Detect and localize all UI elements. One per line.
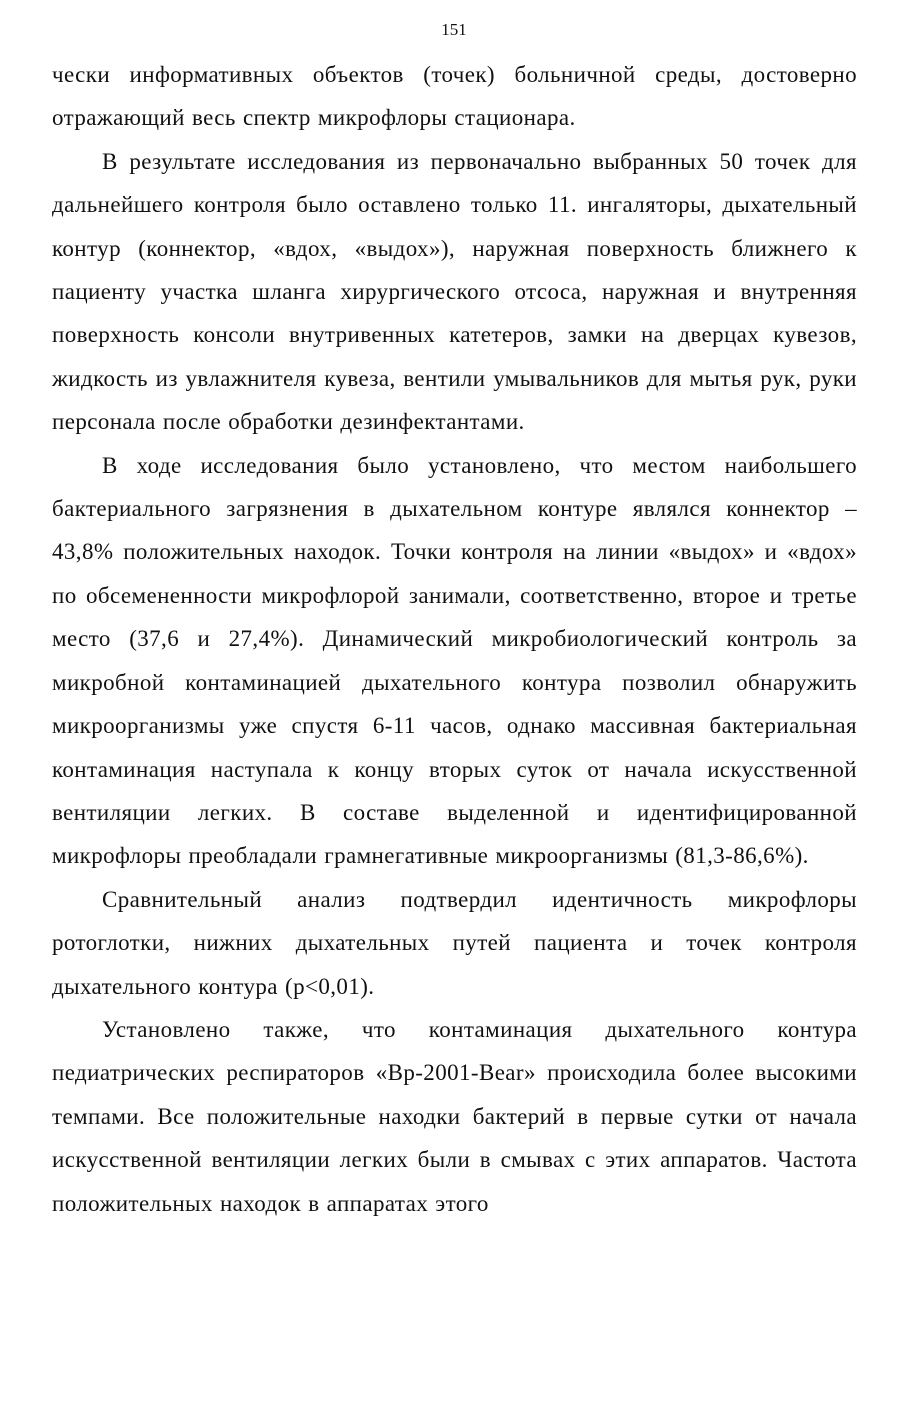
paragraph-comparative-analysis: Сравнительный анализ подтвердил идентичность микрофлоры ротоглотки, нижних дыхательных путей пациента и точек контроля дыхательного контура (p<0,01).: [52, 886, 857, 999]
body-text: [52, 53, 857, 1225]
paragraph-study-results: В результате исследования из первоначально выбранных 50 точек для дальнейшего контроля было оставлено только 11. ингаляторы, дыхательный контур (коннектор, «вдох, «выдох»), наружная поверхность ближнего к пациенту участка шланга хирургического отсоса, наружная и внутренняя поверхность консоли внутривенных катетеров, замки на дверцах кувезов, жидкость из увлажнителя кувеза, вентили умывальников для мытья рук, руки персонала после обработки дезинфектантами.: [52, 148, 857, 435]
page-number: 151: [441, 20, 467, 39]
paragraph-contamination-findings: В ходе исследования было установлено, что местом наибольшего бактериального загрязнения в дыхательном контуре являлся коннектор – 43,8% положительных находок. Точки контроля на линии «выдох» и «вдох» по обсемененности микрофлорой занимали, соответственно, второе и третье место (37,6 и 27,4%). Динамический микробиологический контроль за микробной контаминацией дыхательного контура позволил обнаружить микроорганизмы уже спустя 6-11 часов, однако массивная бактериальная контаминация наступала к концу вторых суток от начала искусственной вентиляции легких. В составе выделенной и идентифицированной микрофлоры преобладали грамнегативные микроорганизмы (81,3-86,6%).: [52, 452, 857, 869]
paragraph-respirator-contamination: Установлено также, что контаминация дыхательного контура педиатрических респираторов «Bp-2001-Bear» происходила более высокими темпами. Все положительные находки бактерий в первые сутки от начала искусственной вентиляции легких были в смывах с этих аппаратов. Частота положительных находок в аппаратах этого: [52, 1016, 857, 1216]
paragraph-continuation: чески информативных объектов (точек) больничной среды, достоверно отражающий весь спектр микрофлоры стационара.: [52, 62, 857, 131]
